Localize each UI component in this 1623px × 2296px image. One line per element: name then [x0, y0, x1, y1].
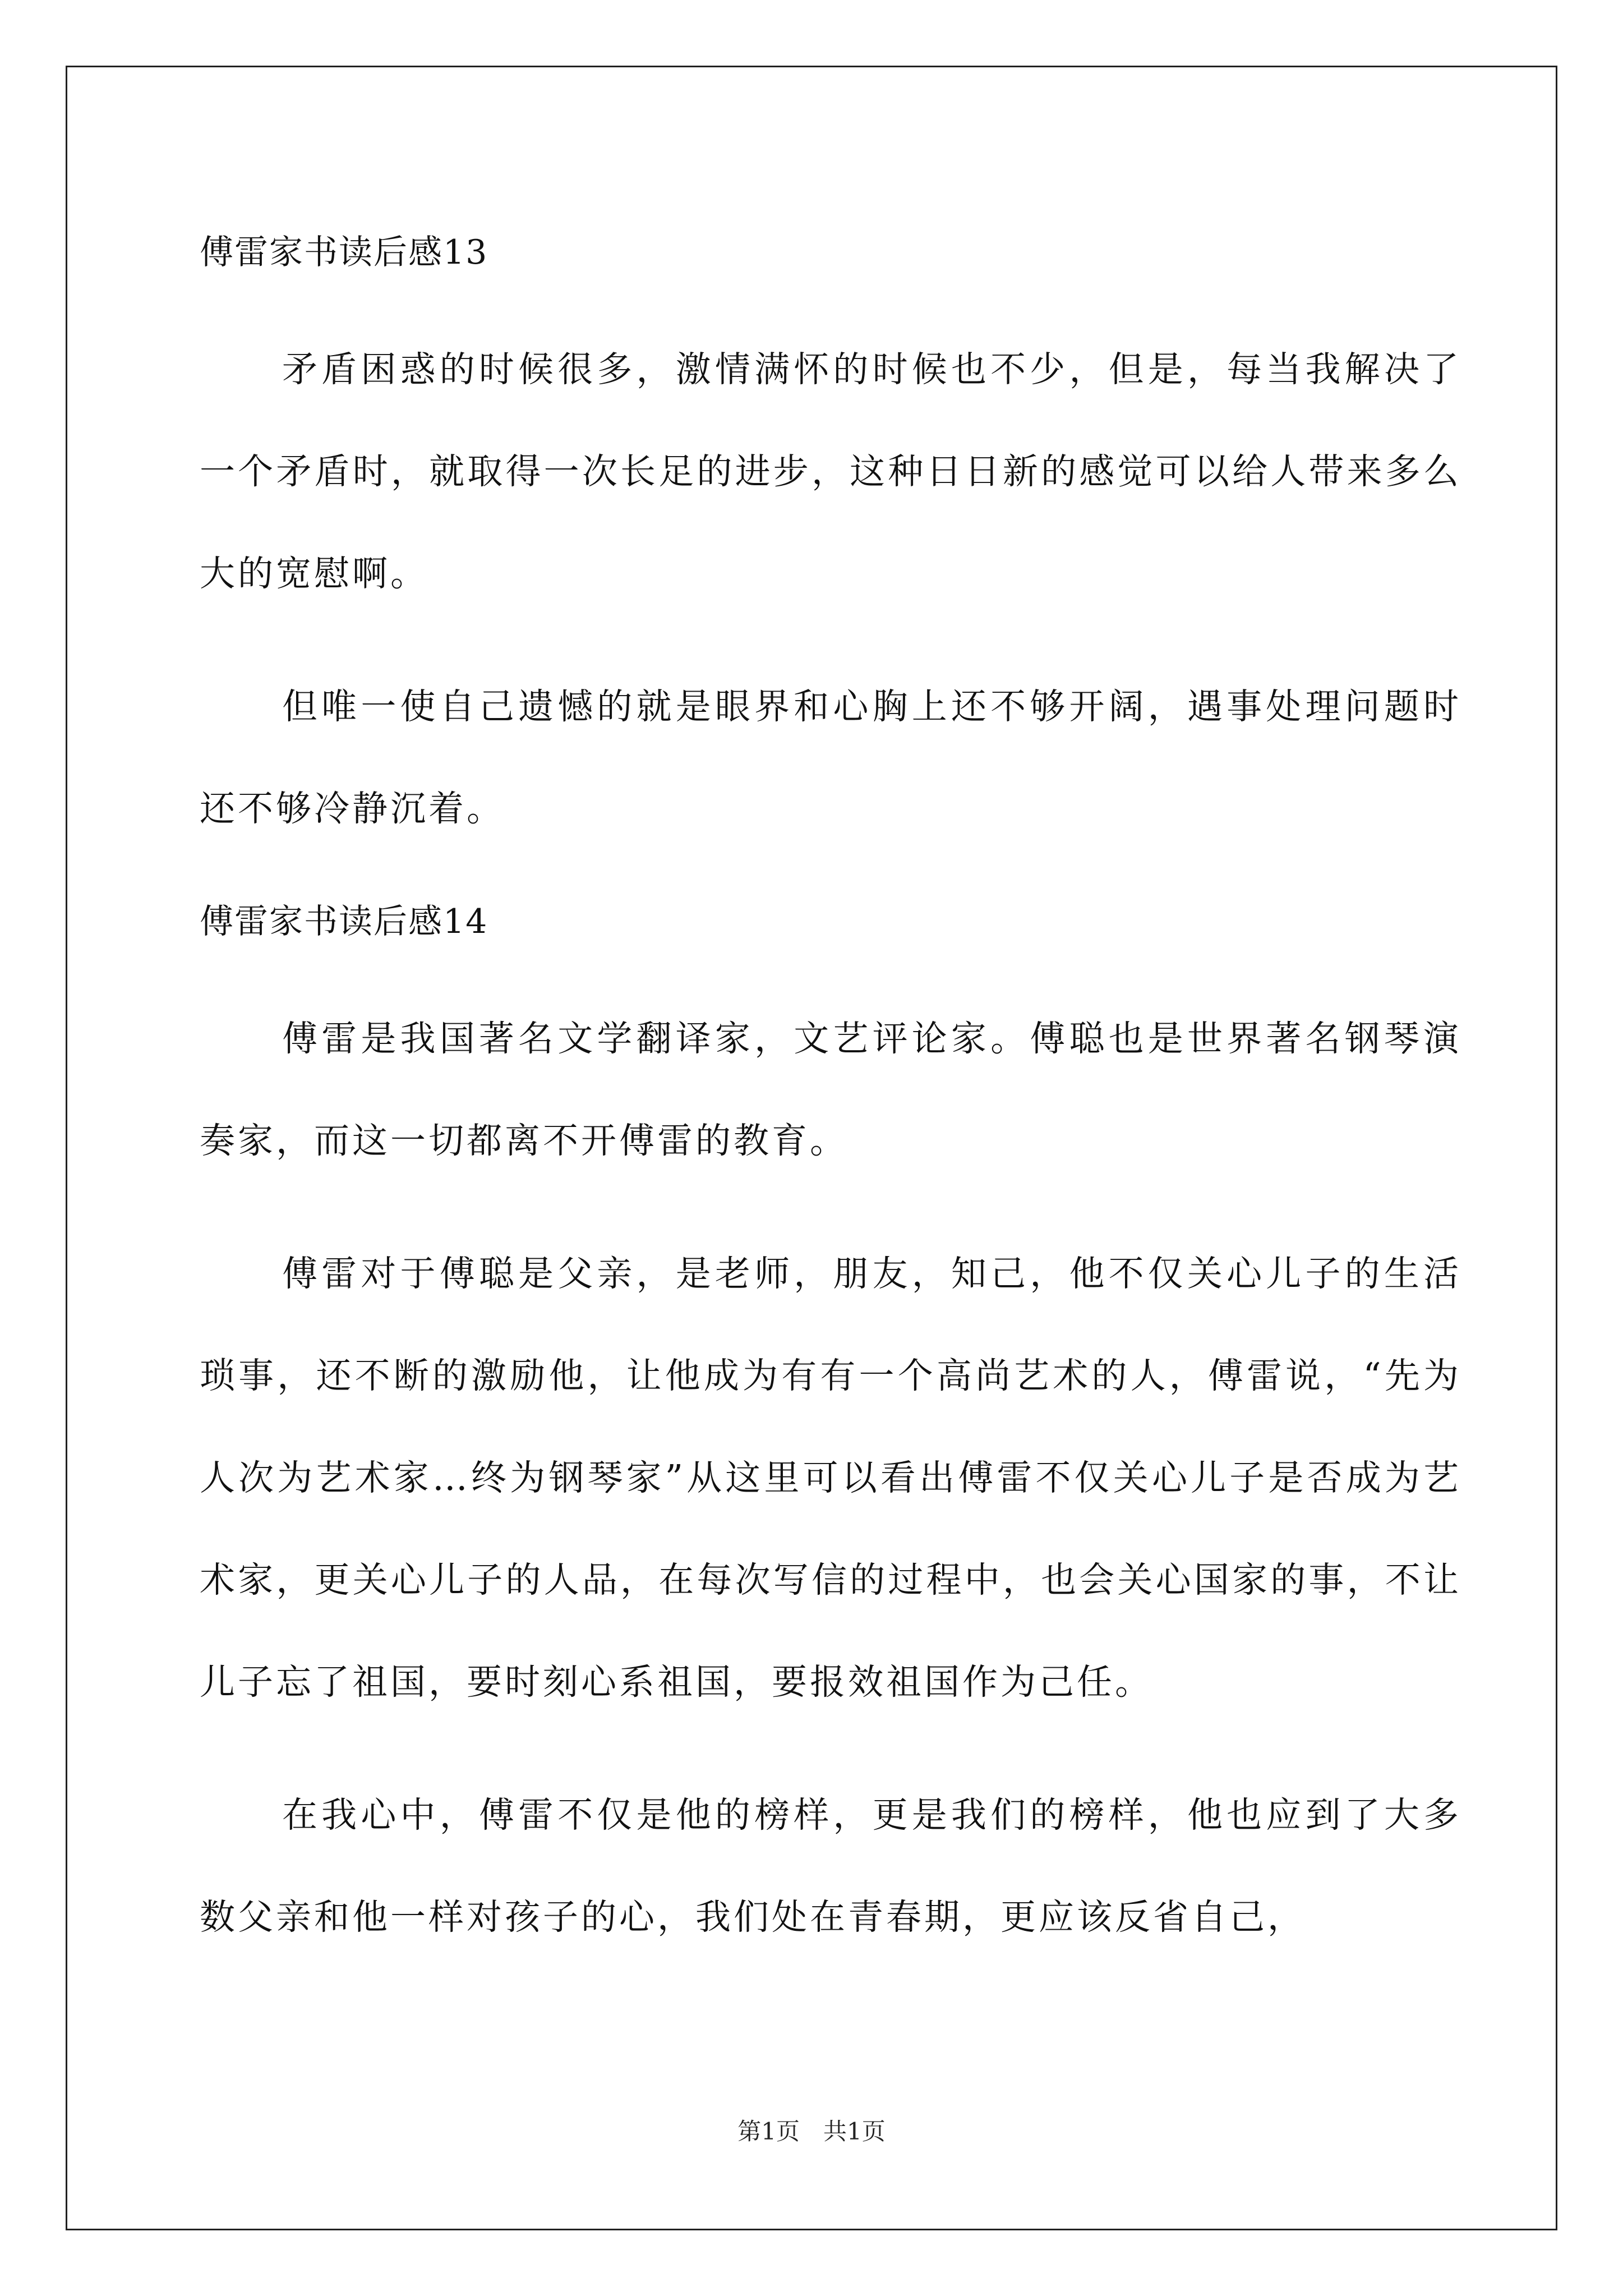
paragraph: 傅雷是我国著名文学翻译家，文艺评论家。傅聪也是世界著名钢琴演奏家，而这一切都离不开傅雷的教育。 [200, 1018, 1461, 1161]
paragraph: 矛盾困惑的时候很多，激情满怀的时候也不少，但是，每当我解决了一个矛盾时，就取得一次长足的进步，这种日日新的感觉可以给人带来多么大的宽慰啊。 [200, 349, 1461, 594]
section-14 [200, 891, 1461, 1968]
section-13 [200, 222, 1461, 860]
section-heading: 傅雷家书读后感13 [200, 233, 488, 272]
page-number-footer: 第1页 共1页 [737, 2118, 886, 2145]
paragraph: 傅雷对于傅聪是父亲，是老师，朋友，知己，他不仅关心儿子的生活琐事，还不断的激励他，让他成为有有一个高尚艺术的人，傅雷说，“先为人次为艺术家…终为钢琴家”从这里可以看出傅雷不仅关心儿子是否成为艺术家，更关心儿子的人品，在每次写信的过程中，也会关心国家的事，不让儿子忘了祖国，要时刻心系祖国，要报效祖国作为己任。 [200, 1253, 1461, 1703]
section-heading: 傅雷家书读后感14 [200, 902, 488, 941]
paragraph: 在我心中，傅雷不仅是他的榜样，更是我们的榜样，他也应到了大多数父亲和他一样对孩子的心，我们处在青春期，更应该反省自己， [200, 1795, 1461, 1938]
paragraph: 但唯一使自己遗憾的就是眼界和心胸上还不够开阔，遇事处理问题时还不够冷静沉着。 [200, 686, 1461, 829]
document-body [200, 222, 1461, 1999]
